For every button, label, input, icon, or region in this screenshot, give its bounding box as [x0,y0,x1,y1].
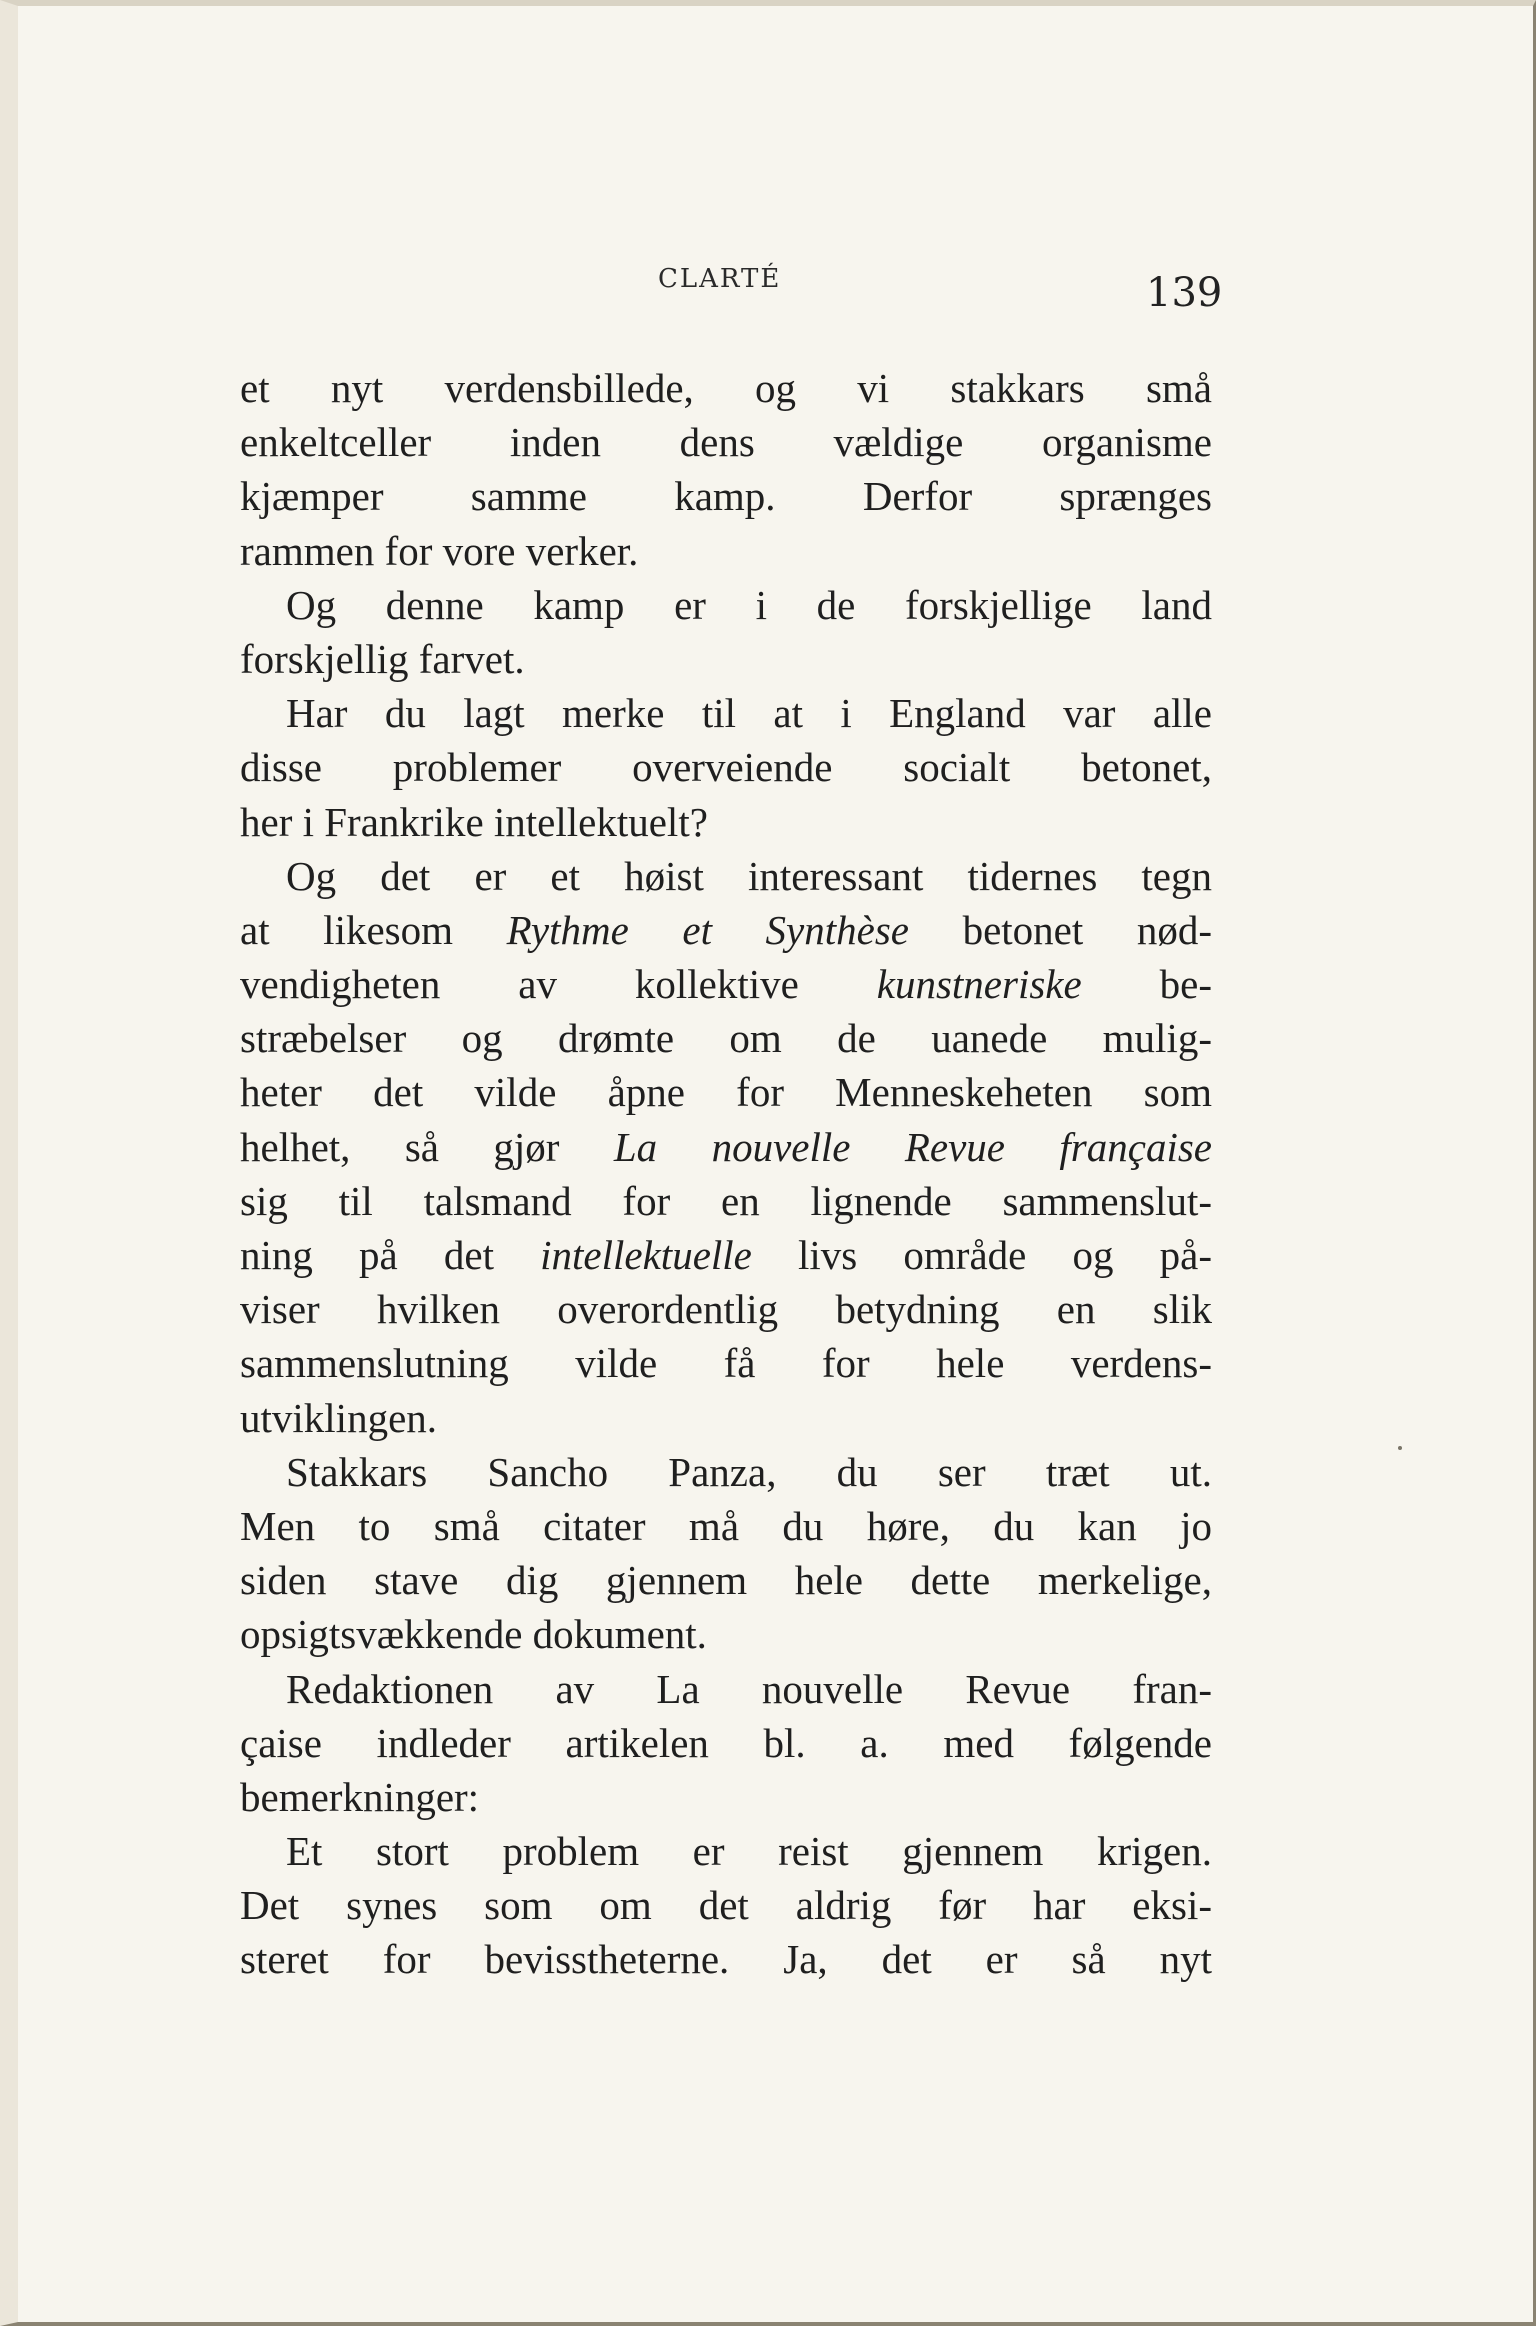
text-line: her i Frankrike intellektuelt? [240,798,708,845]
text-segment: vendigheten av kollektive [240,961,877,1008]
page-number: 139 [1146,270,1223,316]
text-segment: ning på det [240,1232,541,1278]
text-line: steret for bevisstheterne. Ja, det er så nyt [240,1936,1212,1983]
text-line: Og det er et høist interessant tidernes tegn [286,852,1212,899]
text-line: siden stave dig gjennem hele dette merkelige, [240,1557,1212,1604]
text-line: forskjellig farvet. [240,635,525,682]
italic-title: Rythme et Synthèse [506,906,909,953]
text-line: Har du lagt merke til at i England var alle [286,690,1212,737]
text-line: Et stort problem er reist gjennem krigen. [286,1828,1212,1875]
text-line [240,903,1212,957]
italic-word: intellektuelle [540,1232,752,1278]
text-segment: be- [1081,961,1212,1008]
text-line [240,957,1212,1011]
italic-word: kunstneriske [876,961,1082,1008]
text-line: çaise indleder artikelen bl. a. med følgende [240,1719,1212,1766]
running-title: CLARTÉ [658,264,782,294]
text-line: sammenslutning vilde få for hele verdens- [240,1340,1212,1387]
text-line: bemerkninger: [240,1773,480,1820]
text-line: heter det vilde åpne for Menneskeheten som [240,1069,1212,1116]
text-line: kjæmper samme kamp. Derfor sprænges [240,473,1212,520]
body-text [240,361,1212,1987]
text-line: viser hvilken overordentlig betydning en slik [240,1286,1212,1333]
text-segment: livs område og på- [751,1232,1212,1278]
text-line: enkeltceller inden dens vældige organisme [240,419,1212,466]
text-segment: betonet nød- [909,906,1212,953]
text-line: et nyt verdensbillede, og vi stakkars små [240,365,1212,411]
text-line: sig til talsmand for en lignende sammenslut- [240,1177,1212,1224]
text-line: disse problemer overveiende socialt betonet, [240,744,1212,791]
text-line: Det synes som om det aldrig før har eksi- [240,1882,1212,1929]
text-segment: helhet, så gjør [240,1123,614,1170]
text-line [240,1228,1212,1282]
italic-title: La nouvelle Revue française [613,1123,1212,1170]
text-line: Men to små citater må du høre, du kan jo [240,1502,1212,1549]
text-line: Og denne kamp er i de forskjellige land [286,581,1212,628]
text-line: Stakkars Sancho Panza, du ser træt ut. [286,1448,1212,1495]
text-line: stræbelser og drømte om de uanede mulig- [240,1015,1212,1062]
text-line: rammen for vore verker. [240,527,639,574]
text-segment: at likesom [240,906,507,953]
text-line [240,1120,1212,1174]
text-line: utviklingen. [240,1394,438,1441]
text-line: opsigtsvækkende dokument. [240,1611,707,1658]
text-line: Redaktionen av La nouvelle Revue fran- [286,1665,1212,1712]
paper-speck [1398,1446,1402,1450]
